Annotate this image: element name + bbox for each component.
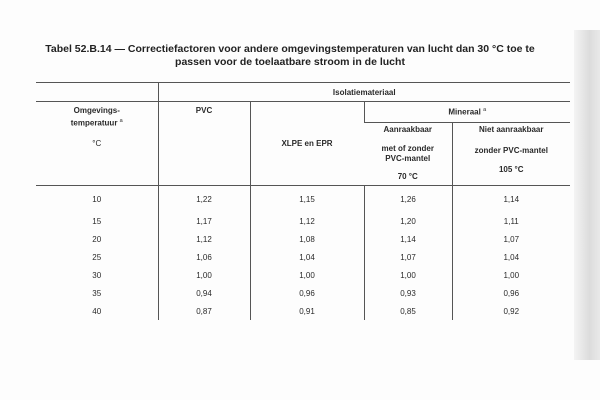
- row-header-footnote: a: [119, 118, 123, 124]
- aanraakbaar-cell: 0,85: [364, 302, 452, 320]
- niet-aanraakbaar-cell: 1,04: [452, 248, 570, 266]
- xlpe-epr-cell: 1,08: [250, 230, 364, 248]
- xlpe-epr-cell: 1,00: [250, 266, 364, 284]
- aanraakbaar-cell: 1,14: [364, 230, 452, 248]
- xlpe-epr-cell: 1,15: [250, 186, 364, 213]
- aanraakbaar-sub-1: met of zonder: [381, 144, 434, 153]
- niet-aanraakbaar-header: [452, 123, 570, 186]
- niet-aanraakbaar-cell: 1,14: [452, 186, 570, 213]
- mineraal-header: [364, 102, 570, 123]
- aanraakbaar-cell: 1,26: [364, 186, 452, 213]
- table-body: [36, 186, 570, 321]
- aanraakbaar-cell: 1,20: [364, 212, 452, 230]
- temperature-cell: 25: [92, 252, 102, 262]
- caption-line-2: passen voor de toelaatbare stroom in de lucht: [175, 55, 405, 68]
- table-row: [36, 212, 570, 230]
- temperature-cell: 10: [36, 186, 158, 213]
- aanraakbaar-cell: 1,00: [364, 266, 452, 284]
- xlpe-epr-cell: 1,12: [250, 212, 364, 230]
- pvc-header: PVC: [158, 102, 250, 186]
- temperature-cell: 15: [92, 216, 102, 226]
- pvc-cell: 1,12: [158, 230, 250, 248]
- temperature-cell: 30: [92, 270, 102, 280]
- pvc-cell: 0,87: [158, 302, 250, 320]
- table-row: [36, 302, 570, 320]
- niet-aanraakbaar-label: Niet aanraakbaar: [479, 125, 544, 134]
- aanraakbaar-sub: [364, 144, 452, 164]
- xlpe-epr-cell: 0,96: [250, 284, 364, 302]
- pvc-cell: 1,00: [158, 266, 250, 284]
- pvc-cell: 0,94: [158, 284, 250, 302]
- scan-edge-shadow: [574, 30, 600, 360]
- niet-aanraakbaar-cell: 1,00: [452, 266, 570, 284]
- caption-line-1: Tabel 52.B.14 — Correctiefactoren voor andere omgevingstemperaturen van lucht dan 30 °C toe te: [45, 43, 535, 55]
- table-row: [36, 186, 570, 213]
- aanraakbaar-label: Aanraakbaar: [383, 125, 432, 134]
- header-corner-cell: [36, 83, 158, 102]
- temperature-cell: 20: [92, 234, 102, 244]
- row-header-line-2: temperatuur: [70, 118, 118, 128]
- niet-aanraakbaar-cell: 1,07: [452, 230, 570, 248]
- mineraal-footnote: a: [483, 107, 487, 114]
- table-row: [36, 248, 570, 266]
- mineraal-label: Mineraal: [448, 107, 481, 117]
- niet-aanraakbaar-sub: zonder PVC-mantel: [474, 146, 548, 155]
- aanraakbaar-cell: 0,93: [364, 284, 452, 302]
- correction-factor-table: [36, 82, 570, 320]
- xlpe-epr-cell: 0,91: [250, 302, 364, 320]
- xlpe-epr-cell: 1,04: [250, 248, 364, 266]
- table-caption: [30, 43, 550, 68]
- xlpe-epr-header: XLPE en EPR: [250, 102, 364, 186]
- row-header-unit: °C: [92, 138, 102, 148]
- aanraakbaar-header: [364, 123, 452, 186]
- temperature-cell: 40: [92, 306, 102, 316]
- isolatiemateriaal-header: Isolatiemateriaal: [158, 83, 570, 102]
- temperature-cell: 35: [92, 288, 102, 298]
- pvc-cell: 1,17: [158, 212, 250, 230]
- table-row: [36, 230, 570, 248]
- pvc-cell: 1,22: [158, 186, 250, 213]
- aanraakbaar-cell: 1,07: [364, 248, 452, 266]
- omgevingstemperatuur-header: [36, 102, 158, 186]
- niet-aanraakbaar-cell: 0,96: [452, 284, 570, 302]
- table-row: [36, 266, 570, 284]
- pvc-cell: 1,06: [158, 248, 250, 266]
- niet-aanraakbaar-cell: 0,92: [452, 302, 570, 320]
- niet-aanraakbaar-cell: 1,11: [452, 212, 570, 230]
- niet-aanraakbaar-temp: 105 °C: [498, 165, 524, 174]
- aanraakbaar-sub-2: PVC-mantel: [385, 154, 431, 163]
- row-header-line-1: Omgevings-: [73, 106, 120, 115]
- table-row: [36, 284, 570, 302]
- aanraakbaar-temp: 70 °C: [397, 172, 418, 181]
